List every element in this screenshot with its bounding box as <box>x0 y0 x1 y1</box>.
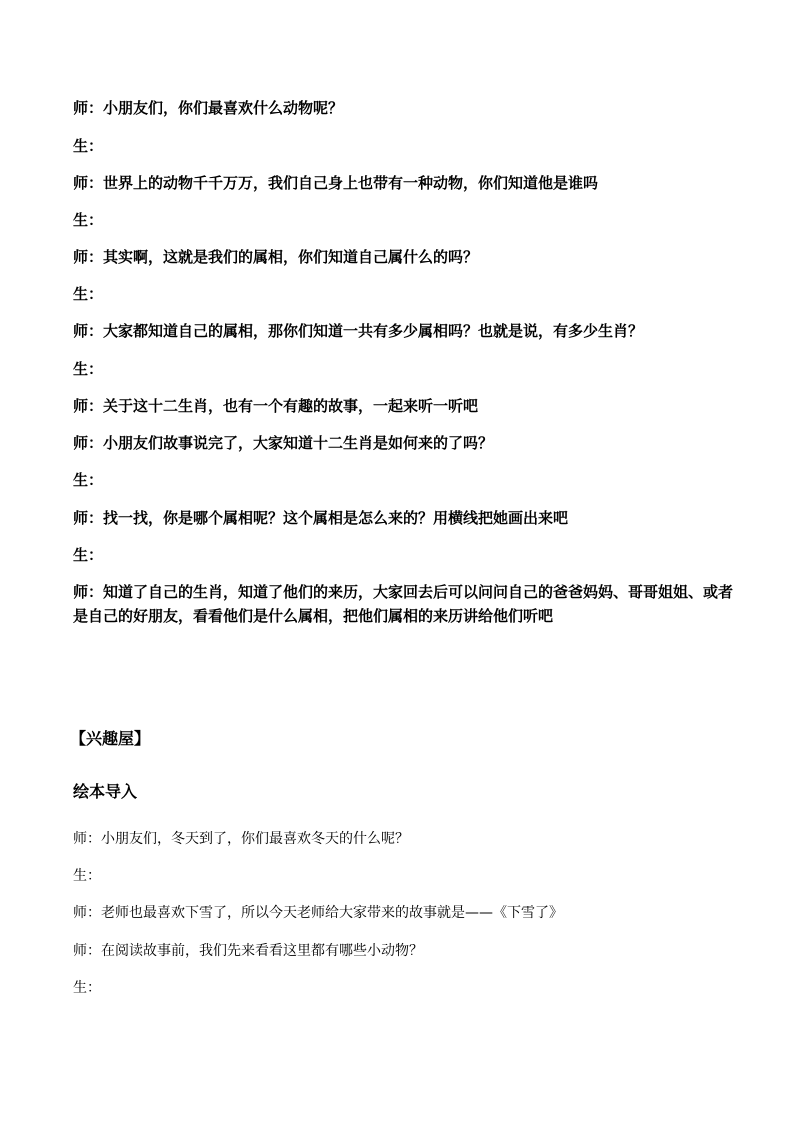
section-heading: 【兴趣屋】 <box>70 729 151 748</box>
dialogue-line: 师：关于这十二生肖，也有一个有趣的故事，一起来听一听吧 <box>73 397 479 415</box>
dialogue-line: 师：其实啊，这就是我们的属相，你们知道自己属什么的吗？ <box>73 248 479 266</box>
dialogue-line: 师：大家都知道自己的属相，那你们知道一共有多少属相吗？也就是说，有多少生肖？ <box>73 322 644 340</box>
dialogue-line: 师：在阅读故事前，我们先来看看这里都有哪些小动物？ <box>73 943 423 959</box>
dialogue-line: 生： <box>73 868 101 884</box>
dialogue-line: 师：老师也最喜欢下雪了，所以今天老师给大家带来的故事就是——《下雪了》 <box>73 905 563 921</box>
dialogue-line: 师：世界上的动物千千万万，我们自己身上也带有一种动物，你们知道他是谁吗 <box>73 174 599 192</box>
dialogue-line: 生： <box>73 980 101 996</box>
dialogue-line: 生： <box>73 360 104 378</box>
dialogue-line: 生： <box>73 137 104 155</box>
section-subheading: 绘本导入 <box>73 782 138 801</box>
dialogue-line: 生： <box>73 285 104 303</box>
dialogue-line: 生： <box>73 471 104 489</box>
dialogue-line: 生： <box>73 211 104 229</box>
dialogue-line: 师：小朋友们，你们最喜欢什么动物呢？ <box>73 99 344 117</box>
dialogue-paragraph: 师：知道了自己的生肖，知道了他们的来历，大家回去后可以问问自己的爸爸妈妈、哥哥姐姐、或者是自己的好朋友，看看他们是什么属相，把他们属相的来历讲给他们听吧 <box>73 583 734 625</box>
dialogue-line: 师：小朋友们故事说完了，大家知道十二生肖是如何来的了吗？ <box>73 434 494 452</box>
dialogue-line: 师：小朋友们，冬天到了，你们最喜欢冬天的什么呢？ <box>73 831 409 847</box>
dialogue-line: 生： <box>73 546 104 564</box>
dialogue-line: 师：找一找，你是哪个属相呢？这个属相是怎么来的？用横线把她画出来吧 <box>73 509 569 527</box>
